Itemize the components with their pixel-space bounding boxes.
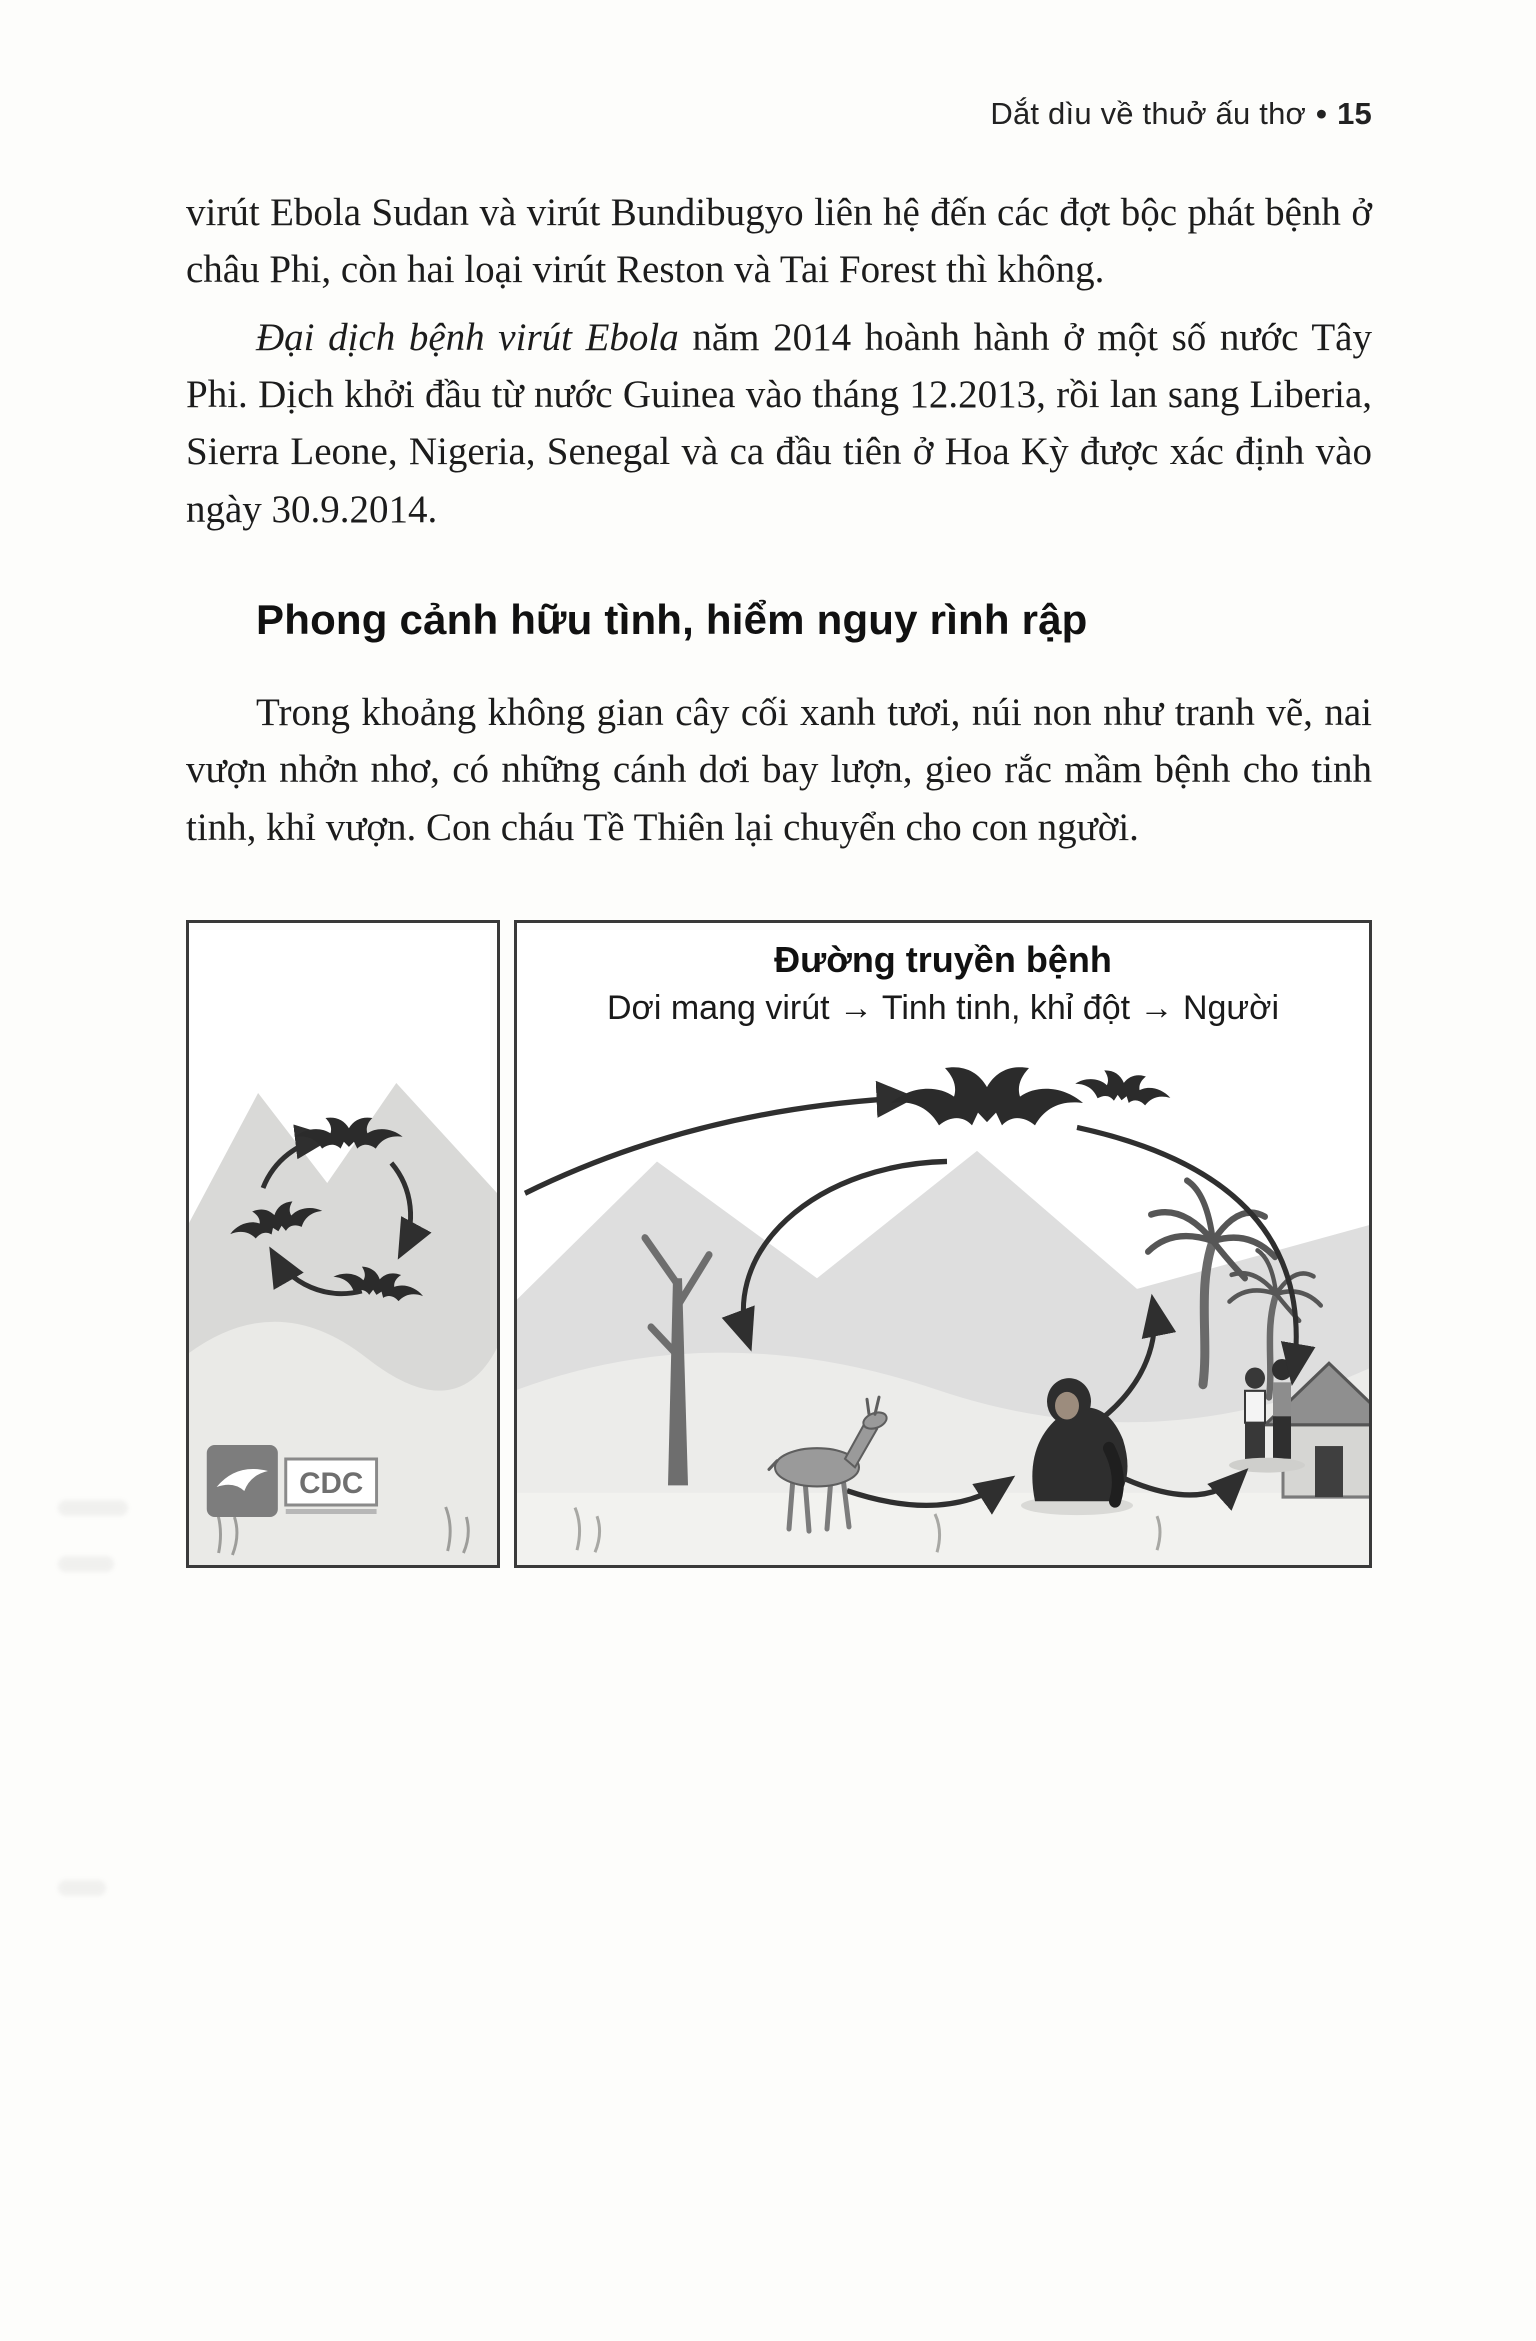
running-title: Dắt dìu về thuở ấu thơ xyxy=(990,96,1307,131)
figure-left-panel xyxy=(186,920,500,1568)
bat-cycle-illustration xyxy=(189,923,497,1565)
person-icon xyxy=(1272,1359,1292,1459)
person-icon xyxy=(1245,1367,1265,1460)
figure-right-panel xyxy=(514,920,1372,1568)
paragraph-2 xyxy=(186,309,1372,538)
paragraph-3 xyxy=(186,684,1372,856)
transmission-figure xyxy=(186,920,1372,1568)
scan-artifact xyxy=(58,1880,106,1896)
header-separator: • xyxy=(1316,96,1328,131)
paragraph-3-text: Trong khoảng không gian cây cối xanh tươi, núi non như tranh vẽ, nai vượn nhởn nhơ, có những cánh dơi bay lượn, gieo rắc mầm bệnh cho tinh tinh, khỉ vượn. Con cháu Tề Thiên lại chuyển cho con người. xyxy=(186,690,1372,849)
paragraph-2-italic-lead: Đại dịch bệnh virút Ebola xyxy=(256,315,679,359)
paragraph-2-text: năm 2014 hoành hành ở một số nước Tây Phi. Dịch khởi đầu từ nước Guinea vào tháng 12.2013, rồi lan sang Liberia, Sierra Leone, Nigeria, Senegal và ca đầu tiên ở Hoa Kỳ được xác định vào ngày 30.9.2014. xyxy=(186,315,1372,531)
paragraph-1 xyxy=(186,184,1372,299)
section-heading: Phong cảnh hữu tình, hiểm nguy rình rập xyxy=(256,595,1088,643)
scan-artifact xyxy=(58,1500,128,1516)
bat-icon xyxy=(1074,1066,1173,1109)
cdc-label: CDC xyxy=(299,1466,364,1500)
scan-artifact xyxy=(58,1556,114,1572)
bat-icon xyxy=(891,1067,1083,1125)
page-content xyxy=(186,96,1372,1568)
page-number: 15 xyxy=(1337,96,1372,131)
running-header xyxy=(186,96,1372,132)
transmission-illustration xyxy=(517,1034,1369,1565)
figure-title: Đường truyền bệnh xyxy=(774,938,1112,980)
paragraph-1-text: virút Ebola Sudan và virút Bundibugyo liên hệ đến các đợt bộc phát bệnh ở châu Phi, còn hai loại virút Reston và Tai Forest thì không. xyxy=(186,191,1372,292)
figure-artwork xyxy=(517,1034,1369,1565)
figure-caption: Dơi mang virút → Tinh tinh, khỉ đột → Người xyxy=(606,988,1280,1027)
